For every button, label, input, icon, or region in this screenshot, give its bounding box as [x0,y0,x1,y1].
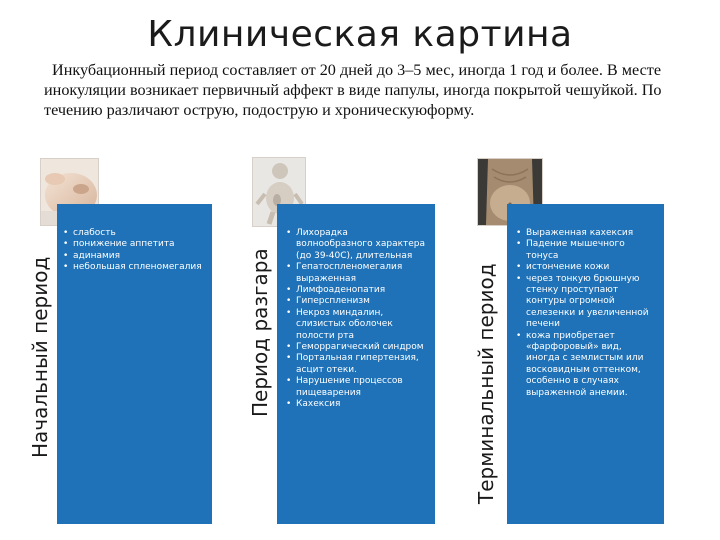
symptom-item: • Некроз миндалин, слизистых оболочек полости рта [286,308,427,342]
symptom-item: • Геморрагический синдром [286,342,427,353]
symptom-list-terminal [507,204,664,399]
symptom-item: • Кахексия [286,399,427,410]
symptom-item: • истончение кожи [516,262,656,273]
symptom-item: • небольшая спленомегалия [63,262,204,273]
intro-paragraph: Инкубационный период составляет от 20 дней до 3–5 мес, иногда 1 год и более. В месте инокуляции возникает первичный аффект в виде папулы, иногда покрытой чешуйкой. По течению различают острую, подострую и хроническуюформу. [44,61,662,119]
symptom-item: • Падение мышечного тонуса [516,239,656,262]
symptom-item: • Выраженная кахексия [516,228,656,239]
panel-terminal-period [507,204,664,524]
symptom-item: • понижение аппетита [63,239,204,250]
panel-initial-period [57,204,212,524]
symptom-item: • Портальная гипертензия, асцит отеки. [286,353,427,376]
column-label-peak: Период разгара [248,248,272,417]
symptom-item: • Нарушение процессов пищеварения [286,376,427,399]
symptom-item: • адинамия [63,251,204,262]
column-label-initial: Начальный период [28,256,52,458]
symptom-list-initial [57,204,212,274]
symptom-item: • через тонкую брюшную стенку проступают контуры огромной селезенки и увеличенной печени [516,274,656,331]
symptom-item: • Гепатоспленомегалия выраженная [286,262,427,285]
column-label-terminal: Терминальный период [474,263,498,504]
symptom-item: • Лимфоаденопатия [286,285,427,296]
symptom-item: • Лихорадка волнообразного характера (до 39-40С), длительная [286,228,427,262]
panel-peak-period [277,204,435,524]
symptom-list-peak [277,204,435,411]
intro-text [44,60,684,120]
symptom-item: • слабость [63,228,204,239]
symptom-item: • кожа приобретает «фарфоровый» вид, иногда с землистым или восковидным оттенком, особенно в случаях выраженной анемии. [516,331,656,399]
symptom-item: • Гиперспленизм [286,296,427,307]
page-title: Клиническая картина [147,14,573,55]
